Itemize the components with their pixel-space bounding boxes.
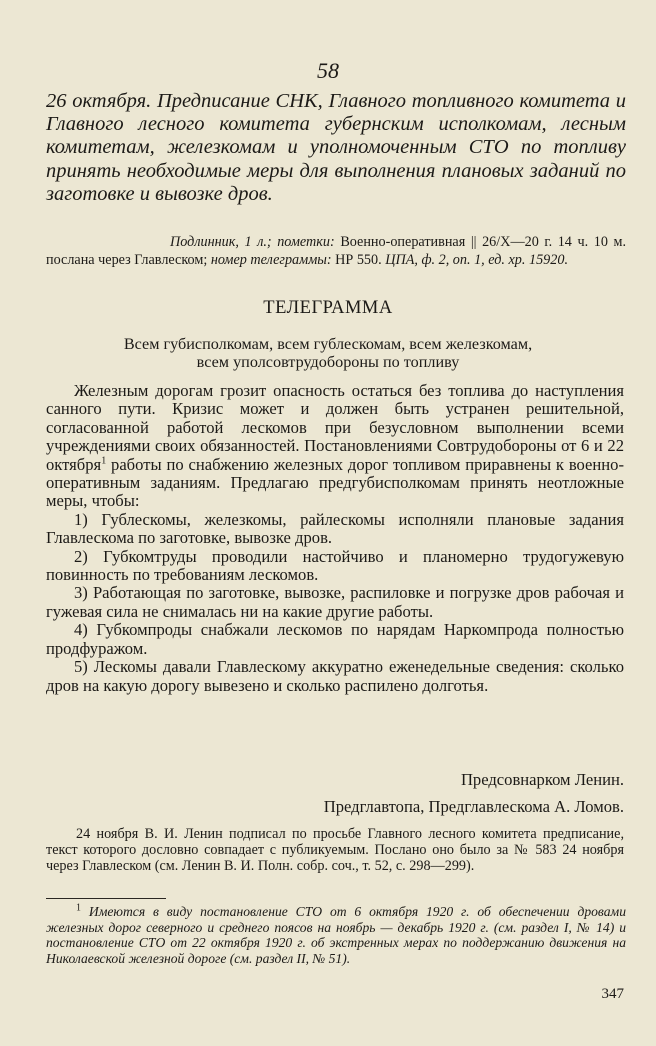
footnote [46, 904, 626, 966]
list-item: 4) Губкомпроды снабжали лескомов по нарядам Наркомпрода полностью продфуражом. [46, 620, 624, 658]
address-line: всем уполсовтрудобороны по топливу [196, 352, 460, 371]
signature-lomov: Предглавтопа, Предглавлескома А. Ломов. [323, 797, 624, 816]
page-number: 347 [601, 986, 624, 1002]
footnote-number: 1 [76, 902, 81, 914]
footnote-divider [46, 898, 166, 899]
archive-reference [46, 234, 626, 269]
signature-lenin: Предсовнарком Ленин. [460, 770, 624, 789]
editorial-note: 24 ноября В. И. Ленин подписал по просьбе Главного лесного комитета предписание, текст которого дословно совпадает с публикуемым. Послано оно было за № 583 24 ноября через Главлеском (см. Ленин В. И. Полн. собр. соч., т. 52, с. 298—299). [46, 826, 624, 874]
document-number: 58 [317, 58, 339, 83]
archive-source: ЦПА, ф. 2, оп. 1, ед. хр. 15920. [385, 251, 568, 268]
intro-text: Железным дорогам грозит опасность остаться без топлива до наступления санного пути. Кризис может и должен быть устранен решительной, согласованной работой лескомов при безусловном выполнении всеми учреждениями своих обязанностей. Постановлениями Совтрудобороны от 6 и 22 октября [46, 381, 624, 474]
footnote-reference[interactable]: 1 [101, 455, 107, 467]
telegram-body [46, 382, 624, 695]
list-item: 2) Губкомтруды проводили настойчиво и планомерно трудогужевую повинность по требованиям лескомов. [46, 546, 624, 585]
document-heading: 26 октября. Предписание СНК, Главного топливного комитета и Главного лесного комитета губернским исполкомам, лесным комитетам, железкомам и уполномоченным СТО по топливу принять необходимые меры для выполнения плановых заданий по заготовке и вывозке дров. [46, 90, 626, 205]
intro-paragraph [46, 382, 624, 511]
list-item: 5) Лескомы давали Главлескому аккуратно еженедельные сведения: сколько дров на какую дорогу вывезено и сколько распилено долготья. [46, 657, 624, 695]
list-item: 1) Гублескомы, железкомы, райлескомы исполняли плановые задания Главлескома по заготовке, вывозке дров. [46, 509, 624, 548]
archive-label-telegram: номер телеграммы: [210, 251, 332, 268]
intro-text: работы по снабжению железных дорог топливом приравнены к военно-оперативным заданиям. Предлагаю предгубисполкомам принять неотложные меры, чтобы: [46, 454, 624, 511]
document-type-title: ТЕЛЕГРАММА [263, 298, 393, 318]
list-item: 3) Работающая по заготовке, вывозке, распиловке и погрузке дров рабочая и гужевая сила не снималась ни на какие другие работы. [46, 583, 624, 621]
telegram-address [0, 336, 656, 372]
footnote-text: Имеются в виду постановление СТО от 6 октября 1920 г. об обеспечении дровами железных дорог северного и среднего поясов на ноябрь — декабрь 1920 г. (см. раздел I, № 14) и постановление СТО от 22 октября 1920 г. об экстренных мерах по поддержанию движения на Николаевской железной дороге (см. раздел II, № 51). [46, 904, 626, 966]
address-line: Всем губисполкомам, всем гублескомам, всем железкомам, [123, 335, 533, 353]
telegram-number: НР 550. [335, 251, 382, 268]
archive-label-original: Подлинник, 1 л.; пометки: [170, 234, 335, 250]
archive-marks: Военно-оперативная || 26/X—20 г. 14 ч. 10 м. послана через Главлеском; [46, 234, 627, 268]
